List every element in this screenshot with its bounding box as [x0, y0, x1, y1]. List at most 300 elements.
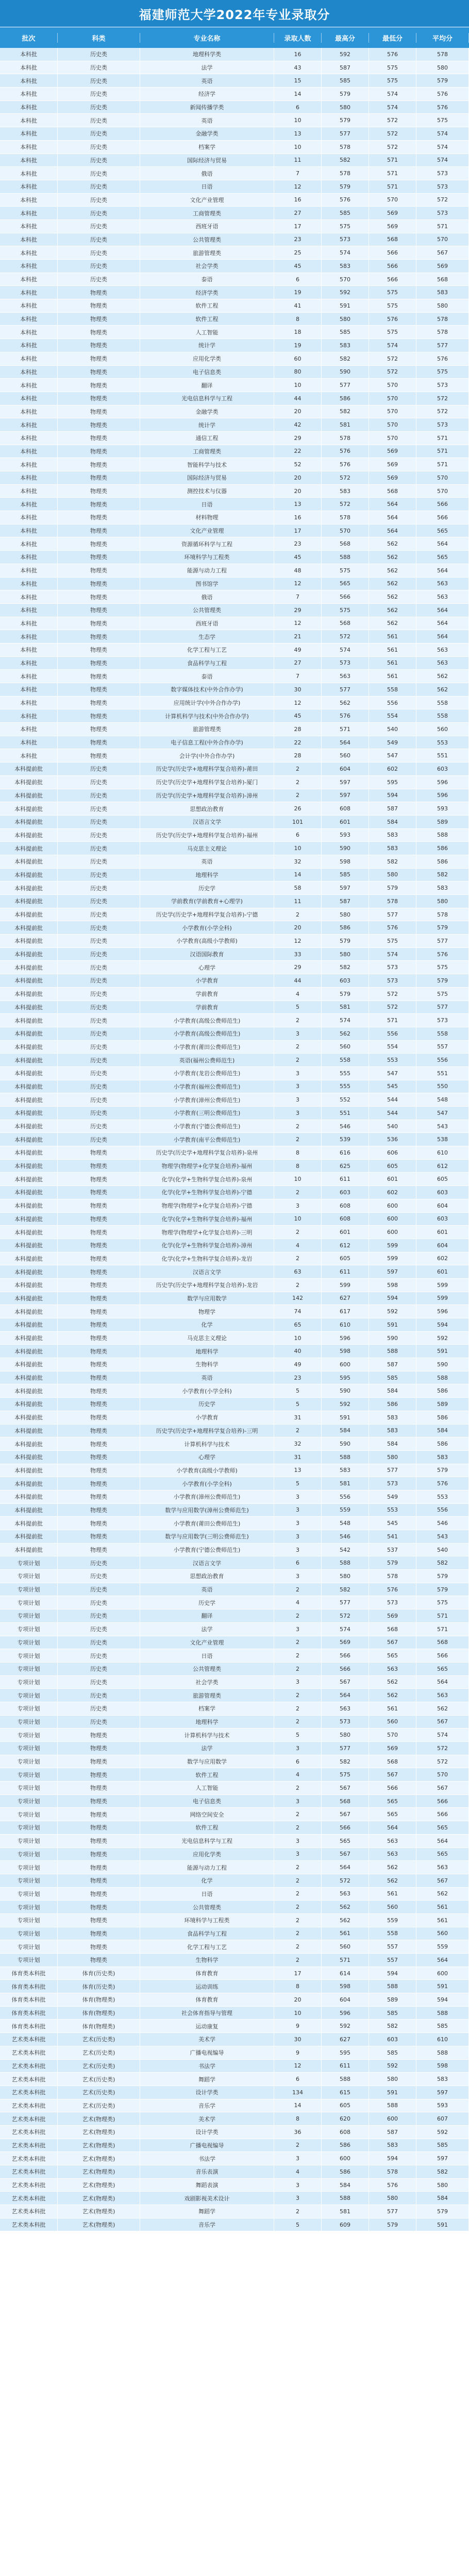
table-row: [0, 1901, 469, 1914]
cell-min-score: 554: [369, 709, 416, 722]
cell-avg-score: 576: [416, 101, 469, 114]
cell-admitted: 2: [274, 2139, 322, 2152]
cell-min-score: 575: [369, 326, 416, 338]
cell-min-score: 549: [369, 736, 416, 749]
cell-category: 体育(物理类): [58, 2007, 140, 2020]
cell-avg-score: 576: [416, 1477, 469, 1490]
cell-min-score: 564: [369, 1821, 416, 1834]
cell-admitted: 23: [274, 537, 322, 550]
cell-major: 能源与动力工程: [140, 1861, 274, 1874]
cell-batch: 本科批: [0, 418, 58, 431]
cell-max-score: 590: [322, 366, 369, 379]
table-row: [0, 842, 469, 855]
cell-batch: 本科批: [0, 630, 58, 643]
table-row: [0, 2033, 469, 2046]
table-row: [0, 418, 469, 432]
table-row: [0, 194, 469, 207]
cell-category: 历史类: [58, 895, 140, 908]
cell-admitted: 22: [274, 736, 322, 749]
cell-admitted: 45: [274, 260, 322, 273]
table-row: [0, 1080, 469, 1094]
table-row: [0, 114, 469, 127]
cell-max-score: 570: [322, 524, 369, 537]
cell-batch: 专项计划: [0, 1821, 58, 1834]
cell-batch: 本科批: [0, 551, 58, 564]
cell-category: 物理类: [58, 366, 140, 379]
cell-admitted: 4: [274, 2165, 322, 2178]
cell-major: 化学: [140, 1874, 274, 1887]
cell-avg-score: 585: [416, 2139, 469, 2152]
table-row: [0, 366, 469, 379]
table-row: [0, 643, 469, 657]
cell-max-score: 568: [322, 617, 369, 630]
cell-avg-score: 573: [416, 180, 469, 193]
cell-avg-score: 551: [416, 1067, 469, 1080]
cell-category: 历史类: [58, 789, 140, 802]
cell-admitted: 2: [274, 1609, 322, 1622]
cell-min-score: 582: [369, 855, 416, 868]
cell-max-score: 620: [322, 2112, 369, 2125]
cell-max-score: 576: [322, 194, 369, 207]
cell-max-score: 566: [322, 1649, 369, 1662]
table-row: [0, 683, 469, 697]
cell-avg-score: 590: [416, 1358, 469, 1371]
cell-max-score: 588: [322, 2073, 369, 2086]
cell-batch: 本科提前批: [0, 1504, 58, 1517]
cell-min-score: 597: [369, 1265, 416, 1278]
cell-category: 物理类: [58, 1384, 140, 1397]
cell-major: 人工智能: [140, 1782, 274, 1794]
cell-major: 计算机科学与技术(中外合作办学): [140, 709, 274, 722]
table-row: [0, 1292, 469, 1306]
cell-admitted: 15: [274, 74, 322, 87]
cell-avg-score: 543: [416, 1530, 469, 1543]
cell-batch: 本科批: [0, 590, 58, 603]
cell-min-score: 560: [369, 1716, 416, 1728]
cell-max-score: 579: [322, 935, 369, 947]
cell-avg-score: 571: [416, 445, 469, 458]
cell-avg-score: 562: [416, 683, 469, 696]
cell-min-score: 565: [369, 1649, 416, 1662]
cell-major: 经济学: [140, 88, 274, 100]
table-row: [0, 564, 469, 578]
cell-major: 历史学(历史学+地理科学复合培养)-三明: [140, 1425, 274, 1437]
cell-batch: 本科批: [0, 537, 58, 550]
cell-category: 历史类: [58, 1623, 140, 1636]
table-row: [0, 1914, 469, 1927]
cell-category: 历史类: [58, 1027, 140, 1040]
cell-max-score: 583: [322, 260, 369, 273]
cell-min-score: 572: [369, 1001, 416, 1014]
cell-admitted: 16: [274, 194, 322, 207]
cell-admitted: 80: [274, 366, 322, 379]
cell-min-score: 575: [369, 74, 416, 87]
cell-avg-score: 583: [416, 2073, 469, 2086]
cell-avg-score: 557: [416, 1041, 469, 1054]
cell-min-score: 553: [369, 1504, 416, 1517]
cell-avg-score: 599: [416, 1292, 469, 1305]
cell-batch: 本科提前批: [0, 1014, 58, 1027]
cell-category: 物理类: [58, 352, 140, 365]
cell-admitted: 33: [274, 948, 322, 961]
cell-batch: 本科批: [0, 127, 58, 140]
cell-major: 资源循环科学与工程: [140, 537, 274, 550]
table-row: [0, 1093, 469, 1107]
cell-major: 文化产业管理: [140, 1636, 274, 1649]
cell-avg-score: 566: [416, 1649, 469, 1662]
cell-category: 物理类: [58, 1437, 140, 1450]
cell-category: 物理类: [58, 1464, 140, 1477]
cell-max-score: 580: [322, 101, 369, 114]
cell-admitted: 8: [274, 1146, 322, 1159]
cell-batch: 本科批: [0, 154, 58, 167]
cell-admitted: 7: [274, 167, 322, 180]
cell-min-score: 587: [369, 1358, 416, 1371]
cell-min-score: 563: [369, 1848, 416, 1861]
cell-category: 历史类: [58, 855, 140, 868]
cell-avg-score: 588: [416, 829, 469, 842]
cell-category: 艺术(历史类): [58, 2046, 140, 2059]
cell-major: 马克思主义理论: [140, 1332, 274, 1345]
header-batch: 批次: [0, 33, 58, 43]
cell-category: 物理类: [58, 1226, 140, 1239]
cell-avg-score: 574: [416, 154, 469, 167]
table-row: [0, 551, 469, 564]
cell-admitted: 5: [274, 2218, 322, 2231]
cell-category: 历史类: [58, 829, 140, 842]
cell-major: 小学教育(南平公费师范生): [140, 1133, 274, 1146]
table-row: [0, 167, 469, 180]
cell-avg-score: 565: [416, 524, 469, 537]
cell-major: 小学教育(高级公费师范生): [140, 1027, 274, 1040]
cell-min-score: 592: [369, 2060, 416, 2073]
cell-avg-score: 610: [416, 1146, 469, 1159]
cell-batch: 本科提前批: [0, 1054, 58, 1066]
table-row: [0, 697, 469, 710]
table-row: [0, 1054, 469, 1067]
cell-category: 物理类: [58, 1742, 140, 1755]
cell-major: 小学教育(宁德公费师范生): [140, 1544, 274, 1556]
table-row: [0, 1477, 469, 1490]
cell-category: 艺术(历史类): [58, 2060, 140, 2073]
cell-major: 俄语: [140, 167, 274, 180]
cell-batch: 本科批: [0, 141, 58, 154]
cell-max-score: 597: [322, 776, 369, 789]
cell-avg-score: 583: [416, 286, 469, 299]
cell-major: 法学: [140, 1742, 274, 1755]
cell-batch: 艺术类本科批: [0, 2060, 58, 2073]
cell-max-score: 579: [322, 180, 369, 193]
cell-avg-score: 571: [416, 432, 469, 445]
cell-major: 音乐学: [140, 2218, 274, 2231]
cell-avg-score: 593: [416, 802, 469, 815]
cell-admitted: 65: [274, 1318, 322, 1331]
table-row: [0, 974, 469, 988]
cell-category: 物理类: [58, 617, 140, 630]
cell-major: 法学: [140, 61, 274, 74]
cell-max-score: 597: [322, 882, 369, 894]
table-row: [0, 1107, 469, 1120]
cell-batch: 本科批: [0, 405, 58, 418]
cell-min-score: 568: [369, 233, 416, 246]
cell-batch: 专项计划: [0, 1649, 58, 1662]
cell-avg-score: 580: [416, 895, 469, 908]
cell-category: 历史类: [58, 114, 140, 127]
cell-category: 物理类: [58, 458, 140, 471]
cell-max-score: 562: [322, 1027, 369, 1040]
cell-max-score: 608: [322, 1213, 369, 1226]
cell-batch: 本科批: [0, 498, 58, 511]
cell-avg-score: 574: [416, 127, 469, 140]
cell-min-score: 585: [369, 2046, 416, 2059]
cell-admitted: 3: [274, 1848, 322, 1861]
cell-avg-score: 564: [416, 630, 469, 643]
cell-admitted: 7: [274, 670, 322, 683]
cell-avg-score: 563: [416, 1689, 469, 1702]
cell-min-score: 568: [369, 1755, 416, 1768]
cell-avg-score: 563: [416, 1861, 469, 1874]
cell-min-score: 594: [369, 1292, 416, 1305]
cell-admitted: 30: [274, 683, 322, 696]
cell-batch: 专项计划: [0, 1702, 58, 1715]
cell-batch: 本科批: [0, 670, 58, 683]
cell-batch: 本科提前批: [0, 1279, 58, 1292]
table-row: [0, 74, 469, 88]
cell-admitted: 2: [274, 762, 322, 775]
cell-batch: 本科提前批: [0, 1186, 58, 1199]
cell-max-score: 608: [322, 802, 369, 815]
cell-batch: 本科批: [0, 48, 58, 61]
cell-major: 地理科学类: [140, 48, 274, 61]
cell-min-score: 556: [369, 1027, 416, 1040]
cell-avg-score: 604: [416, 1239, 469, 1252]
cell-avg-score: 563: [416, 578, 469, 590]
cell-min-score: 541: [369, 1530, 416, 1543]
cell-avg-score: 558: [416, 1027, 469, 1040]
cell-min-score: 564: [369, 524, 416, 537]
table-row: [0, 1728, 469, 1742]
cell-major: 物理学: [140, 1305, 274, 1318]
cell-admitted: 10: [274, 1173, 322, 1185]
cell-category: 艺术(物理类): [58, 2152, 140, 2165]
cell-min-score: 578: [369, 895, 416, 908]
cell-min-score: 572: [369, 114, 416, 127]
cell-max-score: 627: [322, 2033, 369, 2046]
cell-major: 地理科学: [140, 1345, 274, 1358]
cell-min-score: 566: [369, 260, 416, 273]
cell-min-score: 549: [369, 1490, 416, 1503]
cell-min-score: 583: [369, 1411, 416, 1424]
cell-min-score: 580: [369, 2073, 416, 2086]
cell-max-score: 590: [322, 1437, 369, 1450]
table-row: [0, 2152, 469, 2165]
cell-avg-score: 601: [416, 1265, 469, 1278]
table-row: [0, 1001, 469, 1014]
cell-category: 历史类: [58, 127, 140, 140]
table-row: [0, 1279, 469, 1292]
cell-major: 测控技术与仪器: [140, 485, 274, 498]
cell-admitted: 2: [274, 1888, 322, 1901]
cell-batch: 本科提前批: [0, 1067, 58, 1080]
cell-avg-score: 572: [416, 194, 469, 207]
cell-avg-score: 592: [416, 2126, 469, 2139]
cell-max-score: 605: [322, 2099, 369, 2112]
table-row: [0, 445, 469, 459]
cell-category: 物理类: [58, 1901, 140, 1913]
cell-major: 图书馆学: [140, 578, 274, 590]
cell-avg-score: 567: [416, 1716, 469, 1728]
cell-admitted: 20: [274, 471, 322, 484]
cell-batch: 本科批: [0, 723, 58, 736]
cell-category: 物理类: [58, 736, 140, 749]
cell-min-score: 563: [369, 1663, 416, 1675]
cell-major: 人工智能: [140, 326, 274, 338]
cell-min-score: 570: [369, 418, 416, 431]
cell-min-score: 574: [369, 101, 416, 114]
cell-category: 体育(物理类): [58, 1993, 140, 2006]
cell-major: 历史学(历史学+地理科学复合培养)-厦门: [140, 776, 274, 789]
cell-category: 物理类: [58, 1795, 140, 1808]
cell-batch: 本科批: [0, 485, 58, 498]
cell-max-score: 608: [322, 2126, 369, 2139]
cell-min-score: 570: [369, 1728, 416, 1741]
table-row: [0, 855, 469, 869]
header-category: 科类: [58, 33, 140, 43]
cell-max-score: 564: [322, 1861, 369, 1874]
cell-category: 历史类: [58, 101, 140, 114]
cell-category: 物理类: [58, 1411, 140, 1424]
table-body: [0, 48, 469, 2231]
cell-avg-score: 565: [416, 551, 469, 564]
cell-min-score: 561: [369, 1888, 416, 1901]
cell-max-score: 576: [322, 445, 369, 458]
cell-min-score: 573: [369, 1596, 416, 1609]
cell-category: 物理类: [58, 1954, 140, 1967]
cell-major: 广播电视编导: [140, 2046, 274, 2059]
table-row: [0, 1782, 469, 1795]
cell-avg-score: 578: [416, 908, 469, 921]
cell-major: 光电信息科学与工程: [140, 392, 274, 405]
cell-major: 思想政治教育: [140, 1570, 274, 1583]
cell-major: 运动康复: [140, 2020, 274, 2032]
cell-max-score: 615: [322, 2086, 369, 2099]
cell-max-score: 556: [322, 1490, 369, 1503]
cell-max-score: 579: [322, 114, 369, 127]
cell-batch: 本科提前批: [0, 1477, 58, 1490]
table-row: [0, 1384, 469, 1398]
cell-max-score: 571: [322, 1954, 369, 1967]
cell-max-score: 581: [322, 1001, 369, 1014]
cell-major: 西班牙语: [140, 220, 274, 233]
cell-avg-score: 565: [416, 1663, 469, 1675]
cell-avg-score: 550: [416, 1080, 469, 1093]
cell-max-score: 580: [322, 908, 369, 921]
cell-admitted: 2: [274, 1716, 322, 1728]
cell-category: 物理类: [58, 1173, 140, 1185]
cell-min-score: 569: [369, 471, 416, 484]
cell-max-score: 576: [322, 458, 369, 471]
table-row: [0, 1199, 469, 1213]
cell-max-score: 572: [322, 471, 369, 484]
cell-admitted: 40: [274, 1345, 322, 1358]
cell-max-score: 574: [322, 1623, 369, 1636]
cell-min-score: 580: [369, 869, 416, 882]
table-row: [0, 723, 469, 736]
cell-major: 软件工程: [140, 1768, 274, 1781]
table-row: [0, 2073, 469, 2086]
table-row: [0, 1954, 469, 1967]
cell-major: 美术学: [140, 2112, 274, 2125]
table-row: [0, 1861, 469, 1874]
cell-batch: 艺术类本科批: [0, 2152, 58, 2165]
cell-batch: 本科提前批: [0, 1160, 58, 1173]
cell-category: 历史类: [58, 935, 140, 947]
cell-avg-score: 562: [416, 670, 469, 683]
cell-max-score: 546: [322, 1530, 369, 1543]
cell-admitted: 20: [274, 405, 322, 418]
cell-category: 物理类: [58, 524, 140, 537]
cell-max-score: 592: [322, 286, 369, 299]
cell-admitted: 17: [274, 1967, 322, 1980]
cell-admitted: 134: [274, 2086, 322, 2099]
cell-category: 艺术(物理类): [58, 2139, 140, 2152]
cell-category: 物理类: [58, 697, 140, 709]
cell-category: 物理类: [58, 1305, 140, 1318]
cell-batch: 本科提前批: [0, 895, 58, 908]
cell-min-score: 566: [369, 273, 416, 286]
cell-max-score: 595: [322, 2046, 369, 2059]
cell-min-score: 574: [369, 339, 416, 352]
table-row: [0, 895, 469, 908]
cell-admitted: 8: [274, 1160, 322, 1173]
cell-max-score: 596: [322, 1332, 369, 1345]
cell-major: 历史学(历史学+地理科学复合培养)-福州: [140, 829, 274, 842]
cell-min-score: 562: [369, 604, 416, 617]
cell-batch: 本科批: [0, 207, 58, 219]
cell-category: 物理类: [58, 643, 140, 656]
cell-major: 历史学: [140, 1596, 274, 1609]
cell-min-score: 544: [369, 1093, 416, 1106]
cell-avg-score: 601: [416, 1226, 469, 1239]
cell-avg-score: 584: [416, 2192, 469, 2205]
cell-major: 日语: [140, 1888, 274, 1901]
cell-category: 历史类: [58, 921, 140, 934]
cell-min-score: 589: [369, 1993, 416, 2006]
cell-min-score: 573: [369, 974, 416, 987]
cell-admitted: 2: [274, 1120, 322, 1133]
cell-min-score: 590: [369, 1332, 416, 1345]
cell-category: 物理类: [58, 709, 140, 722]
cell-batch: 本科提前批: [0, 1120, 58, 1133]
table-row: [0, 260, 469, 273]
cell-major: 历史学(历史学+地理科学复合培养)-莆田: [140, 762, 274, 775]
cell-category: 物理类: [58, 1477, 140, 1490]
cell-batch: 本科提前批: [0, 1213, 58, 1226]
cell-batch: 本科提前批: [0, 842, 58, 855]
table-row: [0, 1835, 469, 1848]
table-row: [0, 339, 469, 352]
cell-min-score: 587: [369, 2126, 416, 2139]
cell-admitted: 10: [274, 842, 322, 855]
cell-batch: 本科提前批: [0, 816, 58, 828]
cell-max-score: 567: [322, 1676, 369, 1689]
cell-category: 物理类: [58, 1345, 140, 1358]
cell-batch: 本科提前批: [0, 1133, 58, 1146]
cell-min-score: 566: [369, 246, 416, 259]
cell-category: 历史类: [58, 988, 140, 1001]
cell-max-score: 567: [322, 1848, 369, 1861]
cell-min-score: 559: [369, 1914, 416, 1927]
